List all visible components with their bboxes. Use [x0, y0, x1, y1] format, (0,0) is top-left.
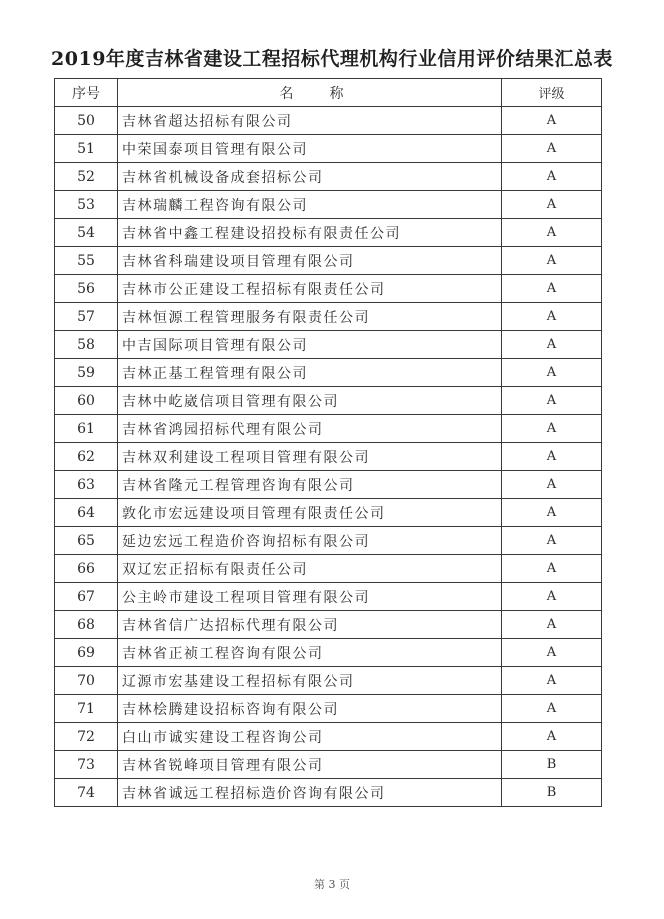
- table-row: [55, 107, 602, 135]
- row-index: 53: [55, 191, 118, 219]
- row-company-name: 吉林双利建设工程项目管理有限公司: [118, 443, 502, 471]
- row-company-name: 辽源市宏基建设工程招标有限公司: [118, 667, 502, 695]
- table-row: [55, 387, 602, 415]
- row-company-name: 吉林省正祯工程咨询有限公司: [118, 639, 502, 667]
- table-row: [55, 471, 602, 499]
- row-company-name: 双辽宏正招标有限责任公司: [118, 555, 502, 583]
- row-index: 71: [55, 695, 118, 723]
- row-index: 64: [55, 499, 118, 527]
- header-name-part2: 称: [329, 85, 344, 102]
- row-grade: B: [502, 751, 602, 779]
- row-company-name: 吉林市公正建设工程招标有限责任公司: [118, 275, 502, 303]
- table-row: [55, 247, 602, 275]
- row-index: 72: [55, 723, 118, 751]
- credit-rating-table: [54, 78, 602, 807]
- row-grade: A: [502, 415, 602, 443]
- row-company-name: 吉林省中鑫工程建设招投标有限责任公司: [118, 219, 502, 247]
- row-company-name: 白山市诚实建设工程咨询公司: [118, 723, 502, 751]
- row-company-name: 吉林省隆元工程管理咨询有限公司: [118, 471, 502, 499]
- row-grade: A: [502, 695, 602, 723]
- row-company-name: 吉林省诚远工程招标造价咨询有限公司: [118, 779, 502, 807]
- row-grade: B: [502, 779, 602, 807]
- row-index: 69: [55, 639, 118, 667]
- row-grade: A: [502, 275, 602, 303]
- table-row: [55, 415, 602, 443]
- table-row: [55, 219, 602, 247]
- row-company-name: 吉林省科瑞建设项目管理有限公司: [118, 247, 502, 275]
- row-grade: A: [502, 163, 602, 191]
- row-index: 74: [55, 779, 118, 807]
- row-grade: A: [502, 387, 602, 415]
- row-index: 56: [55, 275, 118, 303]
- table-row: [55, 611, 602, 639]
- row-company-name: 中吉国际项目管理有限公司: [118, 331, 502, 359]
- row-company-name: 吉林瑞麟工程咨询有限公司: [118, 191, 502, 219]
- row-index: 60: [55, 387, 118, 415]
- row-company-name: 吉林省信广达招标代理有限公司: [118, 611, 502, 639]
- row-grade: A: [502, 723, 602, 751]
- row-index: 63: [55, 471, 118, 499]
- row-company-name: 吉林省鸿园招标代理有限公司: [118, 415, 502, 443]
- row-grade: A: [502, 527, 602, 555]
- row-index: 59: [55, 359, 118, 387]
- row-grade: A: [502, 107, 602, 135]
- row-index: 57: [55, 303, 118, 331]
- row-company-name: 敦化市宏远建设项目管理有限责任公司: [118, 499, 502, 527]
- row-grade: A: [502, 471, 602, 499]
- table-row: [55, 583, 602, 611]
- table-row: [55, 527, 602, 555]
- row-index: 51: [55, 135, 118, 163]
- row-index: 61: [55, 415, 118, 443]
- header-name: [118, 79, 502, 107]
- row-index: 62: [55, 443, 118, 471]
- row-company-name: 吉林中屹崴信项目管理有限公司: [118, 387, 502, 415]
- row-index: 68: [55, 611, 118, 639]
- row-company-name: 延边宏远工程造价咨询招标有限公司: [118, 527, 502, 555]
- table-row: [55, 723, 602, 751]
- table-row: [55, 331, 602, 359]
- header-index: 序号: [55, 79, 118, 107]
- row-index: 58: [55, 331, 118, 359]
- row-company-name: 吉林省机械设备成套招标公司: [118, 163, 502, 191]
- row-index: 70: [55, 667, 118, 695]
- row-grade: A: [502, 555, 602, 583]
- header-name-part1: 名: [279, 85, 294, 102]
- row-company-name: 吉林省超达招标有限公司: [118, 107, 502, 135]
- page-number: 第 3 页: [314, 878, 350, 891]
- table-row: [55, 667, 602, 695]
- row-index: 54: [55, 219, 118, 247]
- row-grade: A: [502, 667, 602, 695]
- row-grade: A: [502, 639, 602, 667]
- row-grade: A: [502, 331, 602, 359]
- row-index: 50: [55, 107, 118, 135]
- table-row: [55, 443, 602, 471]
- document-title: 2019年度吉林省建设工程招标代理机构行业信用评价结果汇总表: [51, 48, 613, 70]
- row-grade: A: [502, 359, 602, 387]
- table-row: [55, 191, 602, 219]
- table-row: [55, 555, 602, 583]
- row-grade: A: [502, 219, 602, 247]
- table-header-row: [55, 79, 602, 107]
- row-company-name: 吉林恒源工程管理服务有限责任公司: [118, 303, 502, 331]
- table-row: [55, 163, 602, 191]
- table-row: [55, 695, 602, 723]
- row-index: 55: [55, 247, 118, 275]
- row-index: 52: [55, 163, 118, 191]
- table-row: [55, 779, 602, 807]
- table-row: [55, 639, 602, 667]
- table-row: [55, 135, 602, 163]
- table-row: [55, 303, 602, 331]
- row-grade: A: [502, 303, 602, 331]
- table-row: [55, 359, 602, 387]
- row-grade: A: [502, 191, 602, 219]
- row-company-name: 吉林桧腾建设招标咨询有限公司: [118, 695, 502, 723]
- row-grade: A: [502, 499, 602, 527]
- row-company-name: 吉林正基工程管理有限公司: [118, 359, 502, 387]
- row-index: 73: [55, 751, 118, 779]
- row-company-name: 中荣国泰项目管理有限公司: [118, 135, 502, 163]
- row-grade: A: [502, 611, 602, 639]
- table-row: [55, 275, 602, 303]
- row-index: 66: [55, 555, 118, 583]
- row-grade: A: [502, 583, 602, 611]
- row-grade: A: [502, 247, 602, 275]
- table-row: [55, 751, 602, 779]
- table-row: [55, 499, 602, 527]
- row-grade: A: [502, 135, 602, 163]
- row-company-name: 吉林省锐峰项目管理有限公司: [118, 751, 502, 779]
- row-index: 65: [55, 527, 118, 555]
- row-company-name: 公主岭市建设工程项目管理有限公司: [118, 583, 502, 611]
- row-index: 67: [55, 583, 118, 611]
- row-grade: A: [502, 443, 602, 471]
- header-grade: 评级: [502, 79, 602, 107]
